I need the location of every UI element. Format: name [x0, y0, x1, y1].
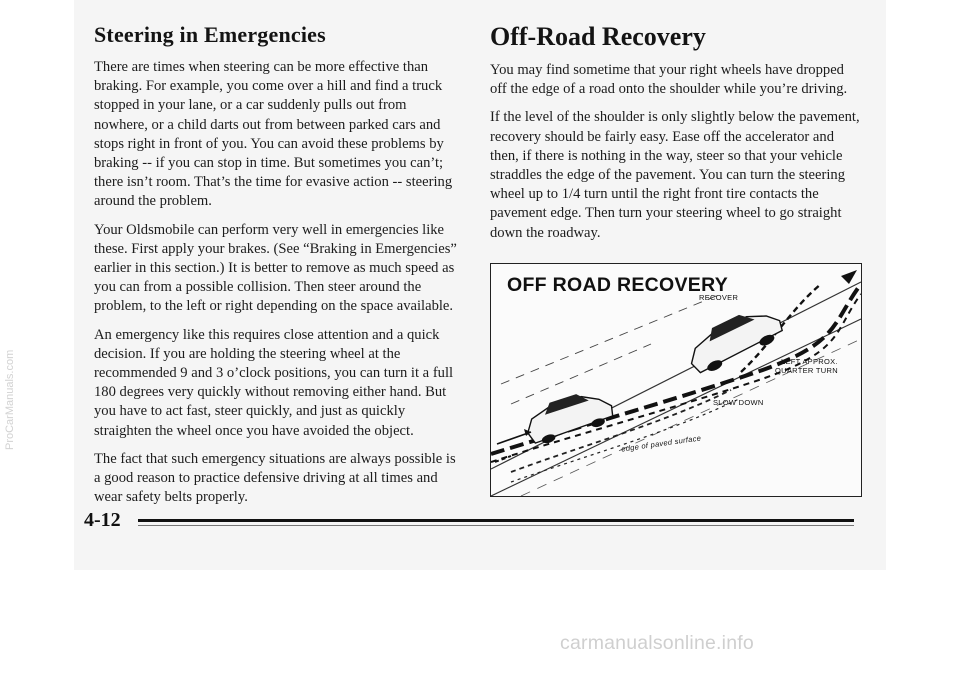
section-heading-offroad: Off-Road Recovery	[490, 22, 706, 51]
watermark: carmanualsonline.info	[560, 632, 754, 654]
right-column	[490, 22, 860, 252]
page-number: 4-12	[84, 509, 121, 531]
label-edge-of-paved-surface: edge of paved surface	[620, 433, 702, 454]
paragraph: An emergency like this requires close attention and a quick decision. If you are holding the steering wheel at the recommended 9 and 3 o’clock positions, you can turn it a full 180 degrees very quickly without removing either hand. But you have to act fast, steer quickly, and just as quickly straighten the wheel once you have avoided the object.	[94, 326, 454, 439]
footer-rule-thin	[138, 525, 854, 526]
paragraph: If the level of the shoulder is only slightly below the pavement, recovery should be fairly easy. Ease off the accelerator and then, if there is nothing in the way, steer so that your vehicle straddles the edge of the pavement. You can turn the steering wheel up to 1/4 turn until the right front tire contacts the pavement edge. Then turn your steering wheel to go straight down the roadway.	[490, 109, 860, 241]
label-slow-down: SLOW DOWN	[713, 398, 764, 407]
road-drawing	[491, 264, 861, 496]
paragraph: You may find sometime that your right wheels have dropped off the edge of a road onto the shoulder while you’re driving.	[490, 62, 848, 98]
paragraph: Your Oldsmobile can perform very well in emergencies like these. First apply your brakes. (See “Braking in Emergencies” earlier in this section.) It is better to remove as much speed as you can from a possible collision. Then steer around the problem, to the left or right depending on the space available.	[94, 221, 457, 315]
paragraph: There are times when steering can be more effective than braking. For example, you come over a hill and find a truck stopped in your lane, or a car suddenly pulls out from nowhere, or a child darts out from between parked cars and stops right in front of you. You can avoid these problems by braking -- if you can stop in time. But sometimes you can’t; there isn’t room. That’s the time for evasive action -- steering around the problem.	[94, 59, 453, 210]
figure-title: OFF ROAD RECOVERY	[507, 274, 729, 296]
left-column	[94, 22, 462, 516]
section-heading-steering: Steering in Emergencies	[94, 22, 326, 47]
label-recover: RECOVER	[699, 293, 739, 302]
off-road-recovery-illustration	[490, 263, 862, 497]
footer-rule	[138, 519, 854, 522]
side-watermark: ProCarManuals.com	[4, 349, 16, 451]
label-left-approx: LEFT APPROX.	[781, 357, 838, 366]
label-quarter-turn: QUARTER TURN	[775, 366, 838, 375]
paragraph: The fact that such emergency situations are always possible is a good reason to practice defensive driving at all times and wear safety belts properly.	[94, 450, 456, 506]
